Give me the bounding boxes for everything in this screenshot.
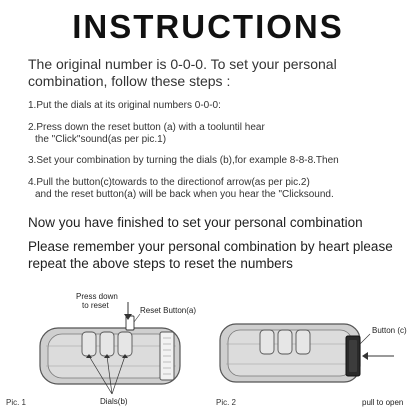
- reset-callout-line: [134, 314, 140, 322]
- pic2-lock-illustration: [208, 288, 416, 416]
- pull-arrow: [362, 352, 394, 360]
- page-title: INSTRUCTIONS: [72, 8, 344, 45]
- remember-note: Please remember your personal combination by heart please repeat the above steps to reset the numbers: [28, 239, 393, 271]
- button-c: [346, 336, 360, 376]
- step-3: [28, 155, 408, 167]
- dials-label: Dials(b): [100, 397, 128, 406]
- press-down-line1: Press down: [76, 292, 118, 301]
- step-2-line2: the "Click"sound(as per pic.1): [35, 134, 167, 145]
- step-2-line1: 2.Press down the reset button (a) with a tooluntil hear: [28, 122, 265, 133]
- step-1: [28, 100, 408, 112]
- pic2-label: Pic. 2: [216, 398, 237, 407]
- step-2: [28, 122, 408, 146]
- pull-to-open-label: pull to open: [362, 398, 404, 407]
- shackle-end: [160, 332, 174, 380]
- pic1-label: Pic. 1: [6, 398, 27, 407]
- press-down-line2: to reset: [82, 301, 109, 310]
- finished-note: Now you have finished to set your personal combination: [28, 215, 363, 230]
- button-c-callout-line: [360, 334, 370, 344]
- step-4: [28, 177, 408, 201]
- step-1-line1: 1.Put the dials at its original numbers 0-0-0:: [28, 100, 221, 111]
- dials: [82, 332, 132, 356]
- step-4-line1: 4.Pull the button(c)towards to the directionof arrow(as per pic.2): [28, 177, 310, 188]
- intro-text: The original number is 0-0-0. To set your personal combination, follow these steps :: [28, 56, 337, 89]
- step-4-line2: and the reset button(a) will be back when you hear the "Clicksound.: [35, 189, 334, 200]
- press-down-label: [76, 292, 118, 310]
- reset-button-label: Reset Button(a): [140, 306, 197, 315]
- dials: [260, 330, 310, 354]
- step-3-line1: 3.Set your combination by turning the dials (b),for example 8-8-8.Then: [28, 155, 339, 166]
- button-c-label: Button (c): [372, 326, 407, 335]
